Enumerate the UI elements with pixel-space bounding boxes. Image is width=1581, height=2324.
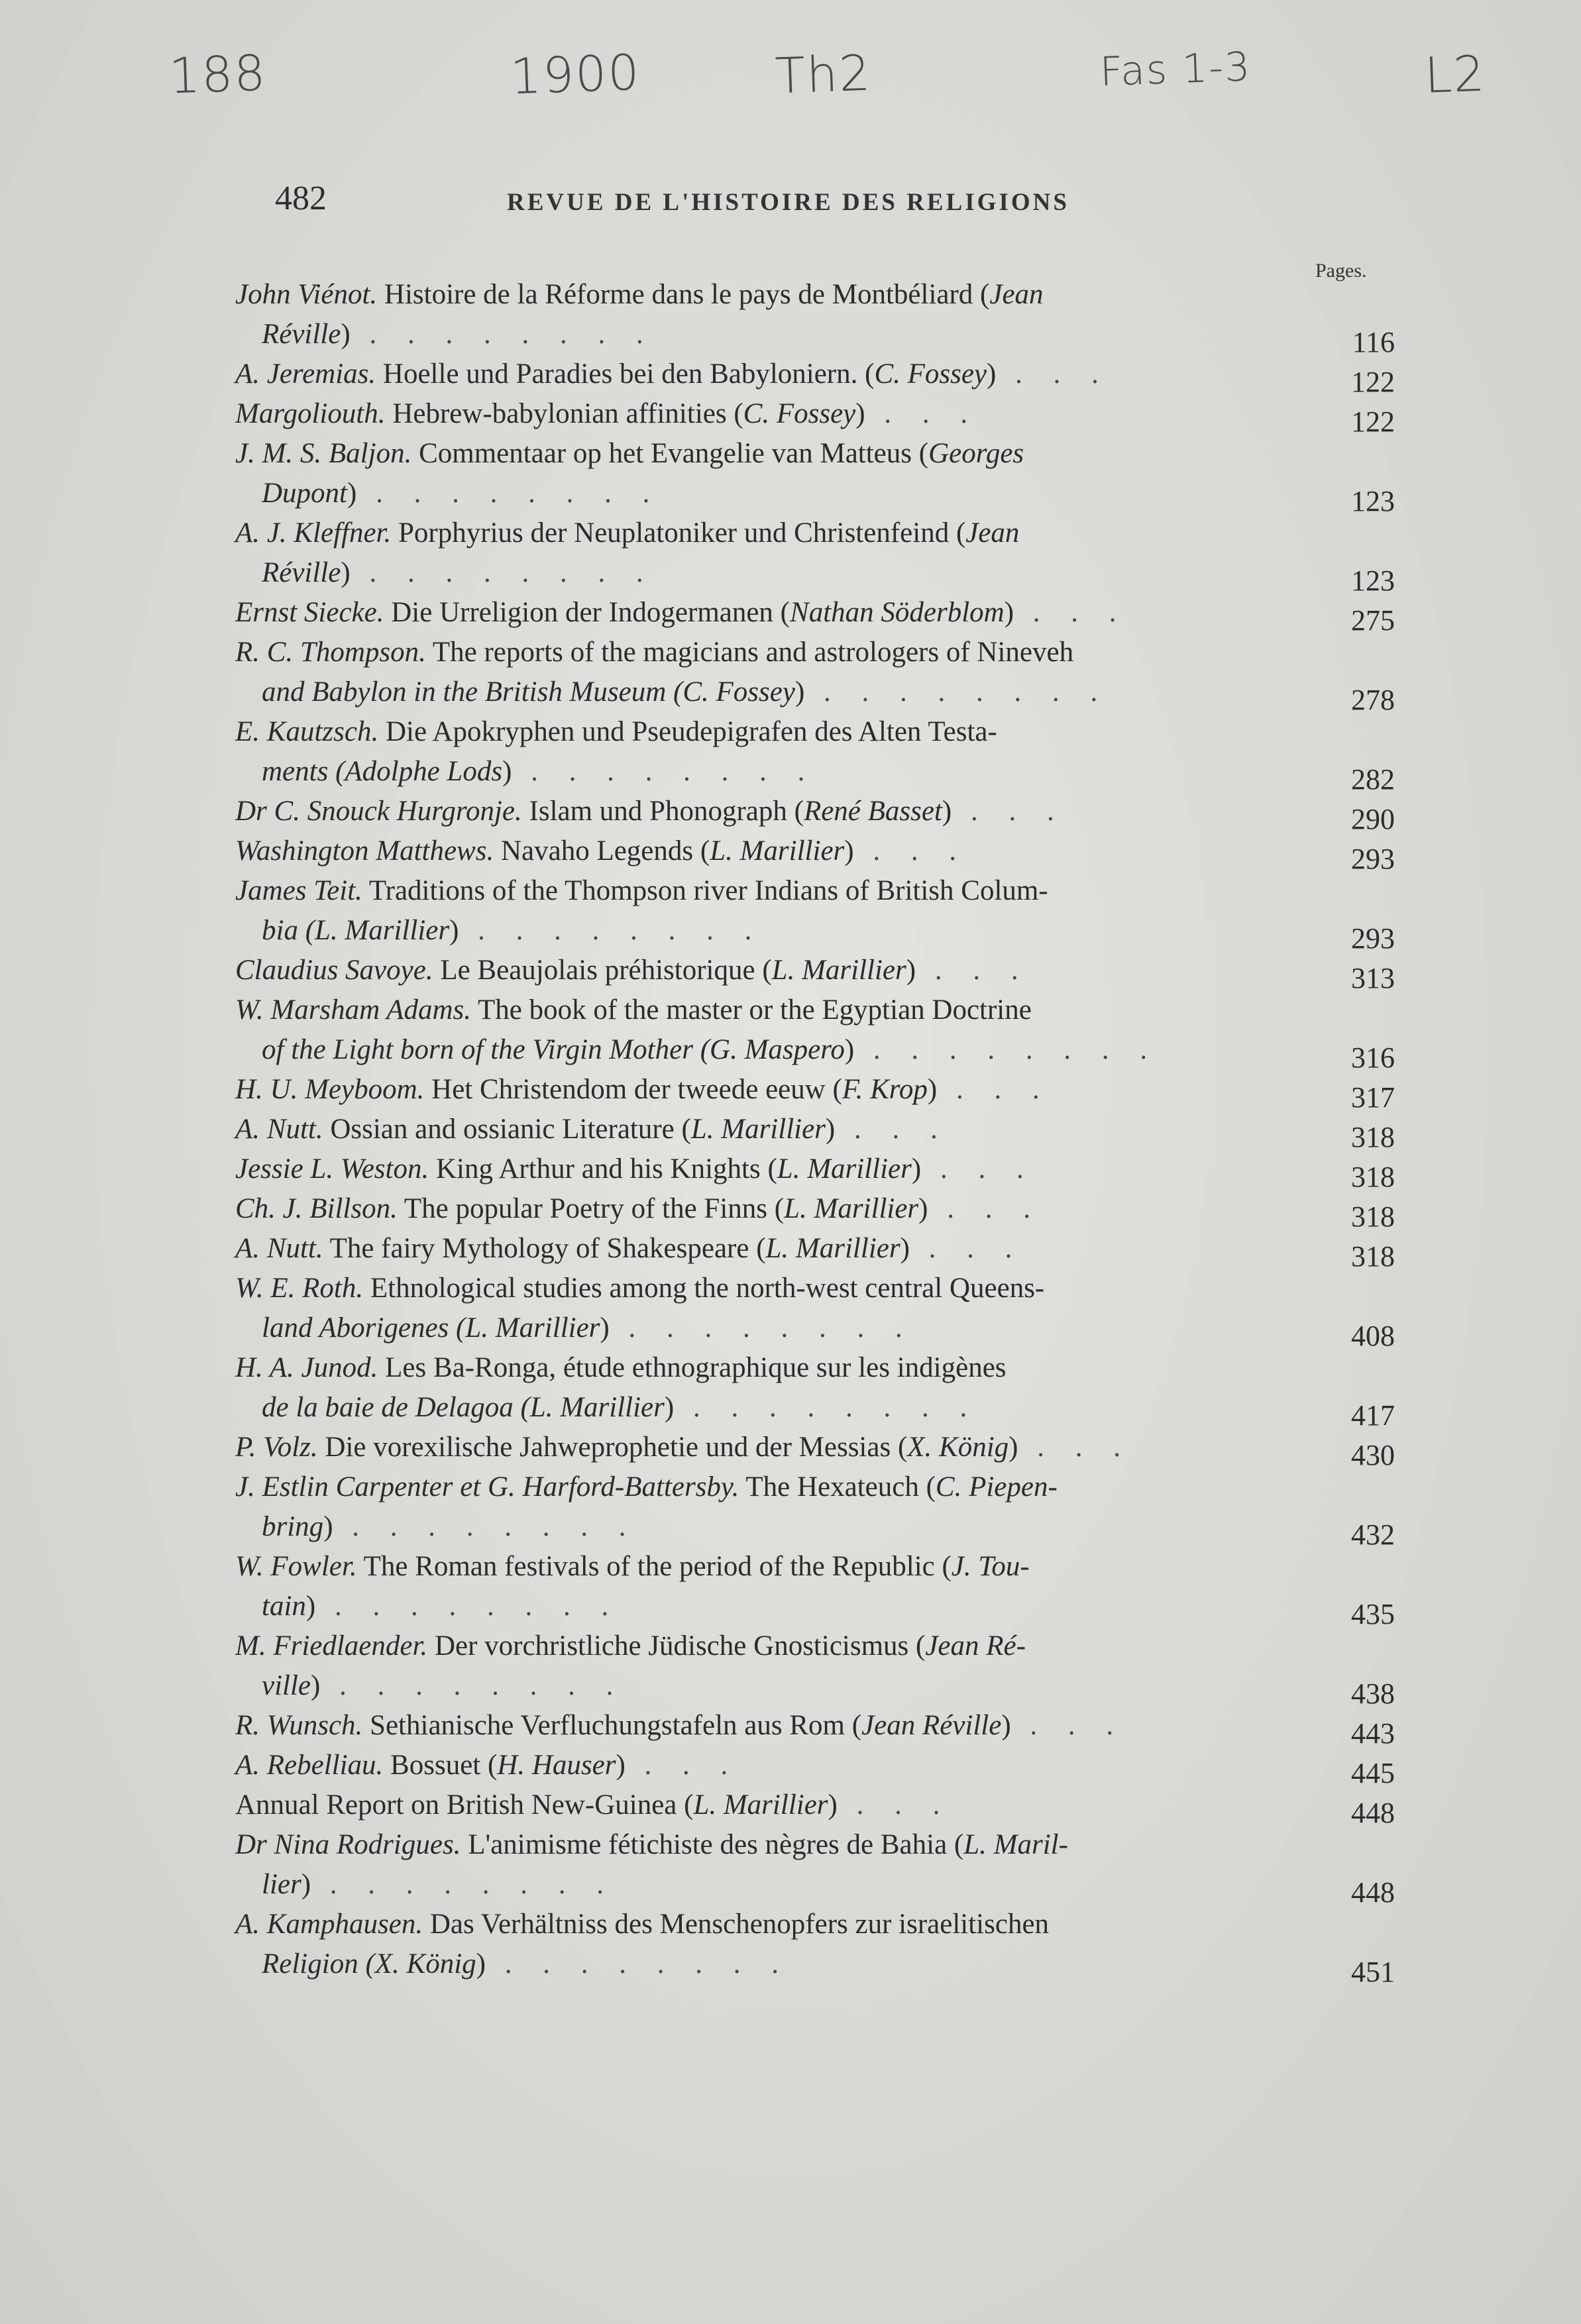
entry-title: Hebrew-babylonian affinities ( (392, 398, 743, 429)
entry-line (235, 1149, 1302, 1189)
entry-title: Die Urreligion der Indogermanen ( (391, 597, 790, 628)
leader-dots: . . . (625, 1750, 740, 1781)
leader-dots: . . . (1010, 1710, 1126, 1741)
entry-title: Navaho Legends ( (500, 835, 710, 867)
index-entry (235, 1706, 1395, 1750)
entry-close: ) (341, 557, 351, 588)
entry-line (235, 1706, 1302, 1746)
entry-line (235, 354, 1302, 394)
handwritten-note-4: Fas 1-3 (1099, 44, 1252, 95)
index-entry (235, 712, 1395, 796)
entry-title: Sethianische Verfluchungstafeln aus Rom ( (370, 1710, 862, 1741)
index-entry (235, 1825, 1395, 1909)
entry-author: A. Rebelliau. (235, 1750, 384, 1781)
entry-reviewer: L. Marillier (710, 835, 845, 867)
entry-title: The fairy Mythology of Shakespeare ( (329, 1233, 766, 1264)
entry-page-number: 290 (1351, 803, 1395, 835)
leader-dots: . . . (921, 1153, 1036, 1185)
leader-dots: . . . (937, 1074, 1052, 1105)
entry-line (235, 275, 1302, 315)
entry-author: A. J. Kleffner. (235, 517, 392, 549)
entry-page-number: 293 (1351, 922, 1395, 955)
entry-title: Die vorexilische Jahweprophetie und der Messias ( (325, 1432, 908, 1463)
entry-continuation (235, 911, 1302, 951)
entry-author: R. C. Thompson. (235, 637, 426, 668)
entry-page-number: 318 (1351, 1240, 1395, 1273)
entry-title: The Hexateuch ( (745, 1471, 936, 1503)
entry-title: The Roman festivals of the period of the Republic ( (363, 1551, 952, 1582)
entry-line (235, 951, 1302, 990)
entry-line (235, 871, 1302, 911)
entry-author: W. Marsham Adams. (235, 994, 471, 1026)
index-entry (235, 1149, 1395, 1193)
handwritten-note-5: L2 (1423, 45, 1487, 105)
leader-dots: . . . . . . . . (804, 676, 1110, 708)
entry-author: M. Friedlaender. (235, 1630, 428, 1662)
entry-continuation (235, 1865, 1302, 1905)
entry-continuation (235, 1587, 1302, 1626)
entry-title: Der vorchristliche Jüdische Gnosticismus ( (434, 1630, 926, 1662)
entry-close: ) (825, 1114, 836, 1145)
entry-reviewer: L. Marillier (693, 1789, 828, 1821)
entry-reviewer: L. Marillier (771, 955, 906, 986)
index-entry (235, 1905, 1395, 1988)
entry-reviewer: X. König (907, 1432, 1009, 1463)
entry-author: Washington Matthews. (235, 835, 494, 867)
entry-title: Islam und Phonograph ( (529, 796, 804, 827)
entry-continuation (235, 1308, 1302, 1348)
entry-line (235, 1070, 1302, 1110)
entry-close: ) (900, 1233, 910, 1264)
entry-reviewer: F. Krop (842, 1074, 928, 1105)
entry-line (235, 1746, 1302, 1785)
entry-author: W. E. Roth. (235, 1273, 364, 1304)
entry-reviewer: C. Fossey (874, 358, 987, 390)
entry-reviewer: Jean (989, 279, 1044, 310)
entry-line (235, 831, 1302, 871)
entry-author: Dr C. Snouck Hurgronje. (235, 796, 522, 827)
entry-page-number: 445 (1351, 1757, 1395, 1789)
entry-page-number: 293 (1351, 843, 1395, 875)
index-entry (235, 1746, 1395, 1789)
entry-line (235, 1547, 1302, 1587)
entry-page-number: 443 (1351, 1717, 1395, 1750)
entry-title: Porphyrius der Neuplatoniker und Christenfeind ( (398, 517, 966, 549)
entry-close: ) (844, 1034, 855, 1065)
entry-title: Histoire de la Réforme dans le pays de Montbéliard ( (384, 279, 990, 310)
entry-reviewer: C. Piepen- (935, 1471, 1058, 1503)
entry-page-number: 313 (1351, 962, 1395, 994)
entry-reviewer: J. Tou- (951, 1551, 1030, 1582)
entry-continuation (235, 672, 1302, 712)
entry-page-number: 448 (1351, 1797, 1395, 1829)
index-entry (235, 990, 1395, 1074)
entry-close: ) (942, 796, 952, 827)
entry-author: Dr Nina Rodrigues. (235, 1829, 461, 1860)
entry-title: Annual Report on British New-Guinea ( (235, 1789, 694, 1821)
entry-page-number: 435 (1351, 1598, 1395, 1630)
entry-continuation-text: Religion (X. König (262, 1948, 476, 1980)
index-entry (235, 1070, 1395, 1114)
entry-author: John Viénot. (235, 279, 378, 310)
leader-dots: . . . . . . . . (350, 557, 655, 588)
entry-page-number: 278 (1351, 684, 1395, 716)
entry-reviewer: Jean Ré- (925, 1630, 1026, 1662)
entry-author: E. Kautzsch. (235, 716, 379, 747)
entry-reviewer: René Basset (803, 796, 942, 827)
entry-reviewer: L. Marillier (777, 1153, 912, 1185)
entry-title: L'animisme fétichiste des nègres de Bahia ( (468, 1829, 964, 1860)
leader-dots: . . . (835, 1114, 950, 1145)
entry-line (235, 593, 1302, 633)
index-entry (235, 394, 1395, 438)
leader-dots: . . . . . . . . (854, 1034, 1160, 1065)
entry-page-number: 282 (1351, 763, 1395, 796)
running-title: REVUE DE L'HISTOIRE DES RELIGIONS (507, 189, 1069, 216)
index-entry (235, 1626, 1395, 1710)
entry-page-number: 122 (1351, 405, 1395, 438)
index-entry (235, 1547, 1395, 1630)
entry-title: Das Verhältniss des Menschenopfers zur israelitischen (429, 1909, 1050, 1940)
entry-close: ) (476, 1948, 486, 1980)
entry-line (235, 1785, 1302, 1825)
entry-author: H. U. Meyboom. (235, 1074, 425, 1105)
entry-line (235, 792, 1302, 831)
entry-author: James Teit. (235, 875, 362, 906)
entry-author: P. Volz. (235, 1432, 318, 1463)
entry-continuation (235, 1944, 1302, 1984)
entry-close: ) (301, 1869, 311, 1900)
entry-reviewer: L. Marillier (765, 1233, 900, 1264)
entry-page-number: 430 (1351, 1439, 1395, 1471)
entry-page-number: 116 (1352, 326, 1395, 358)
entry-line (235, 1428, 1302, 1467)
entry-close: ) (600, 1312, 610, 1344)
entry-title: King Arthur and his Knights ( (435, 1153, 777, 1185)
entry-page-number: 451 (1351, 1956, 1395, 1988)
leader-dots: . . . (1018, 1432, 1132, 1463)
entry-author: Ch. J. Billson. (235, 1193, 398, 1224)
entry-continuation (235, 752, 1302, 792)
entry-continuation (235, 474, 1302, 513)
entry-reviewer: Jean (965, 517, 1020, 549)
entry-close: ) (844, 835, 854, 867)
entry-close: ) (502, 756, 512, 787)
leader-dots: . . . . . . . . (512, 756, 817, 787)
leader-dots: . . . (837, 1789, 952, 1821)
entry-reviewer: L. Maril- (963, 1829, 1068, 1860)
index-entry (235, 633, 1395, 716)
entry-close: ) (794, 676, 805, 708)
leader-dots: . . . (909, 1233, 1024, 1264)
page-number: 482 (275, 180, 327, 217)
pages-column-label: Pages. (1315, 260, 1367, 282)
index-entry (235, 1229, 1395, 1273)
entry-line (235, 434, 1302, 474)
leader-dots: . . . . . . . . (315, 1591, 621, 1622)
entry-close: ) (1009, 1432, 1018, 1463)
index-entry (235, 831, 1395, 875)
entry-line (235, 1189, 1302, 1229)
leader-dots: . . . (996, 358, 1111, 390)
leader-dots: . . . . . . . . (485, 1948, 790, 1980)
entry-page-number: 417 (1351, 1399, 1395, 1432)
entry-continuation (235, 1388, 1302, 1428)
entry-line (235, 633, 1302, 672)
entry-title: Bossuet ( (390, 1750, 498, 1781)
entry-continuation (235, 1666, 1302, 1706)
handwritten-note-1: 188 (168, 44, 268, 105)
entry-author: J. M. S. Baljon. (235, 438, 412, 469)
entry-continuation (235, 315, 1302, 354)
entry-title: Le Beaujolais préhistorique ( (440, 955, 772, 986)
leader-dots: . . . . . . . . (459, 915, 764, 946)
entry-close: ) (347, 478, 357, 509)
entry-reviewer: C. Fossey (743, 398, 856, 429)
entry-line (235, 394, 1302, 434)
entry-page-number: 123 (1351, 485, 1395, 517)
entry-close: ) (323, 1511, 333, 1542)
entry-continuation-text: and Babylon in the British Museum (C. Fossey (262, 676, 795, 708)
entry-line (235, 712, 1302, 752)
entry-author: J. Estlin Carpenter et G. Harford-Battersby. (235, 1471, 739, 1503)
entry-page-number: 122 (1351, 366, 1395, 398)
entry-close: ) (855, 398, 865, 429)
entry-close: ) (1004, 597, 1014, 628)
entry-continuation-text: ments (Adolphe Lods (262, 756, 503, 787)
entry-continuation-text: land Aborigenes (L. Marillier (262, 1312, 600, 1344)
entry-reviewer: Georges (928, 438, 1024, 469)
entry-page-number: 316 (1351, 1041, 1395, 1074)
entry-page-number: 448 (1351, 1876, 1395, 1909)
entry-continuation-text: tain (262, 1591, 306, 1622)
entry-author: Margoliouth. (235, 398, 386, 429)
leader-dots: . . . . . . . . (320, 1670, 626, 1701)
entry-title: The reports of the magicians and astrologers of Nineveh (432, 637, 1074, 668)
entry-page-number: 275 (1351, 604, 1395, 637)
entry-close: ) (664, 1392, 675, 1423)
handwritten-note-2: 1900 (509, 44, 641, 106)
entry-reviewer: Nathan Söderblom (790, 597, 1005, 628)
entry-author: Claudius Savoye. (235, 955, 433, 986)
entry-line (235, 1229, 1302, 1269)
entry-continuation-text: ville (262, 1670, 311, 1701)
index-entry (235, 792, 1395, 835)
entry-continuation-text: Réville (262, 319, 341, 350)
entry-close: ) (927, 1074, 938, 1105)
index-entry (235, 593, 1395, 637)
leader-dots: . . . . . . . . (333, 1511, 638, 1542)
index-entry (235, 1428, 1395, 1471)
entry-title: Traditions of the Thompson river Indians of British Colum- (368, 875, 1048, 906)
index-entry (235, 1269, 1395, 1352)
review-index-list (235, 275, 1441, 1988)
leader-dots: . . . . . . . . (350, 319, 655, 350)
entry-page-number: 408 (1351, 1320, 1395, 1352)
entry-line (235, 1626, 1302, 1666)
entry-author: A. Nutt. (235, 1114, 323, 1145)
leader-dots: . . . . . . . . (609, 1312, 914, 1344)
entry-title: Commentaar op het Evangelie van Matteus ( (419, 438, 929, 469)
entry-continuation (235, 553, 1302, 593)
entry-author: R. Wunsch. (235, 1710, 363, 1741)
index-entry (235, 275, 1395, 358)
leader-dots: . . . (928, 1193, 1042, 1224)
entry-reviewer: H. Hauser (497, 1750, 616, 1781)
entry-author: Jessie L. Weston. (235, 1153, 429, 1185)
index-entry (235, 1110, 1395, 1153)
entry-reviewer: L. Marillier (690, 1114, 826, 1145)
entry-page-number: 317 (1351, 1081, 1395, 1114)
entry-page-number: 318 (1351, 1200, 1395, 1233)
entry-line (235, 1110, 1302, 1149)
entry-title: Ossian and ossianic Literature ( (330, 1114, 691, 1145)
leader-dots: . . . (952, 796, 1066, 827)
entry-title: The book of the master or the Egyptian Doctrine (477, 994, 1032, 1026)
entry-title: Die Apokryphen und Pseudepigrafen des Alten Testa- (385, 716, 997, 747)
index-entry (235, 1189, 1395, 1233)
entry-close: ) (305, 1591, 316, 1622)
entry-author: A. Kamphausen. (235, 1909, 423, 1940)
entry-title: Het Christendom der tweede eeuw ( (431, 1074, 842, 1105)
entry-close: ) (906, 955, 916, 986)
entry-reviewer: L. Marillier (784, 1193, 919, 1224)
index-entry (235, 354, 1395, 398)
entry-page-number: 123 (1351, 564, 1395, 597)
entry-page-number: 438 (1351, 1677, 1395, 1710)
entry-line (235, 1905, 1302, 1944)
entry-title: The popular Poetry of the Finns ( (404, 1193, 785, 1224)
page-header (275, 179, 1382, 225)
entry-line (235, 513, 1302, 553)
leader-dots: . . . . . . . . (311, 1869, 616, 1900)
leader-dots: . . . . . . . . (674, 1392, 979, 1423)
index-entry (235, 434, 1395, 517)
entry-author: A. Jeremias. (235, 358, 376, 390)
entry-author: W. Fowler. (235, 1551, 357, 1582)
entry-close: ) (616, 1750, 626, 1781)
entry-line (235, 990, 1302, 1030)
entry-continuation-text: lier (262, 1869, 301, 1900)
handwritten-note-3: Th2 (774, 44, 873, 105)
entry-continuation (235, 1030, 1302, 1070)
index-entry (235, 1467, 1395, 1551)
entry-line (235, 1467, 1302, 1507)
entry-continuation-text: de la baie de Delagoa (L. Marillier (262, 1392, 665, 1423)
entry-close: ) (311, 1670, 321, 1701)
leader-dots: . . . (853, 835, 969, 867)
entry-title: Hoelle und Paradies bei den Babyloniern. ( (382, 358, 875, 390)
entry-close: ) (918, 1193, 928, 1224)
entry-author: H. A. Junod. (235, 1352, 378, 1383)
entry-continuation-text: Réville (262, 557, 341, 588)
index-entry (235, 871, 1395, 955)
entry-author: A. Nutt. (235, 1233, 323, 1264)
entry-close: ) (828, 1789, 838, 1821)
index-entry (235, 513, 1395, 597)
index-entry (235, 1348, 1395, 1432)
entry-author: Ernst Siecke. (235, 597, 384, 628)
entry-close: ) (1001, 1710, 1011, 1741)
entry-page-number: 318 (1351, 1161, 1395, 1193)
entry-continuation-text: Dupont (262, 478, 347, 509)
entry-line (235, 1348, 1302, 1388)
entry-page-number: 432 (1351, 1518, 1395, 1551)
entry-reviewer: Jean Réville (861, 1710, 1002, 1741)
entry-line (235, 1269, 1302, 1308)
entry-close: ) (911, 1153, 922, 1185)
entry-continuation (235, 1507, 1302, 1547)
entry-close: ) (449, 915, 459, 946)
index-entry (235, 951, 1395, 994)
entry-title: Ethnological studies among the north-west central Queens- (370, 1273, 1045, 1304)
index-entry (235, 1785, 1395, 1829)
entry-close: ) (987, 358, 997, 390)
entry-continuation-text: bring (262, 1511, 324, 1542)
entry-close: ) (341, 319, 351, 350)
leader-dots: . . . (916, 955, 1030, 986)
entry-continuation-text: of the Light born of the Virgin Mother (G. Maspero (262, 1034, 845, 1065)
entry-page-number: 318 (1351, 1121, 1395, 1153)
entry-line (235, 1825, 1302, 1865)
leader-dots: . . . . . . . . (356, 478, 662, 509)
entry-title: Les Ba-Ronga, étude ethnographique sur les indigènes (385, 1352, 1007, 1383)
leader-dots: . . . (1014, 597, 1128, 628)
leader-dots: . . . (865, 398, 980, 429)
entry-continuation-text: bia (L. Marillier (262, 915, 450, 946)
